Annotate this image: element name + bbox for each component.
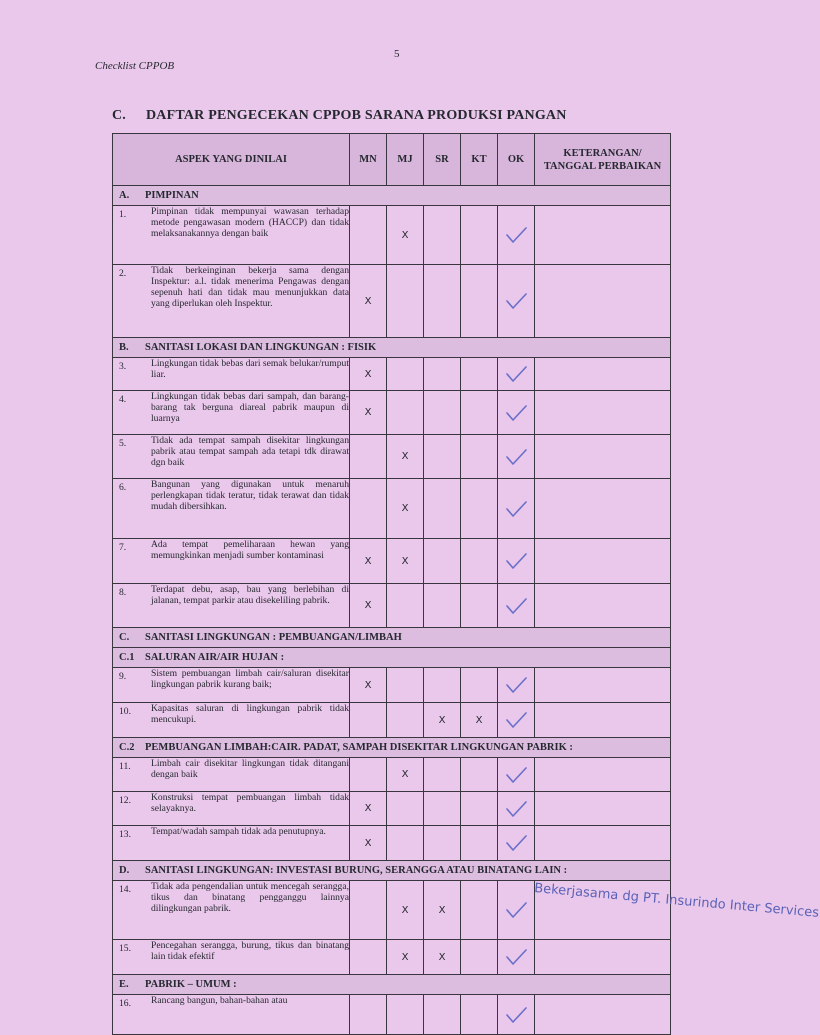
section-heading-text: PABRIK – UMUM : bbox=[145, 979, 237, 990]
mark-ok bbox=[498, 881, 535, 940]
item-description bbox=[113, 539, 350, 584]
item-description bbox=[113, 668, 350, 703]
item-description bbox=[113, 995, 350, 1035]
mark-kt bbox=[461, 479, 498, 539]
checkmark-icon bbox=[504, 225, 528, 245]
keterangan-cell bbox=[535, 758, 671, 792]
header-aspek: ASPEK YANG DINILAI bbox=[113, 134, 350, 186]
mark-mj bbox=[387, 826, 424, 861]
mark-ok bbox=[498, 435, 535, 479]
checkmark-icon bbox=[504, 765, 528, 785]
mark-mn bbox=[350, 435, 387, 479]
table-row bbox=[113, 995, 671, 1035]
mark-sr bbox=[424, 391, 461, 435]
mark-ok bbox=[498, 539, 535, 584]
keterangan-cell bbox=[535, 584, 671, 628]
section-heading bbox=[113, 338, 671, 358]
mark-kt bbox=[461, 265, 498, 338]
mark-kt bbox=[461, 881, 498, 940]
item-number: 2. bbox=[119, 268, 127, 279]
header-kt: KT bbox=[461, 134, 498, 186]
handwritten-text: Bekerjasama dg PT. Insurindo Inter Services bbox=[533, 881, 820, 921]
keterangan-cell bbox=[535, 940, 671, 975]
item-number: 11. bbox=[119, 761, 131, 772]
section-code: C. bbox=[119, 632, 130, 643]
section-code: A. bbox=[119, 190, 130, 201]
section-heading-text: SANITASI LINGKUNGAN : PEMBUANGAN/LIMBAH bbox=[145, 632, 402, 643]
item-description bbox=[113, 265, 350, 338]
table-row bbox=[113, 668, 671, 703]
item-text: Limbah cair disekitar lingkungan tidak ditangani dengan baik bbox=[151, 758, 349, 780]
table-row bbox=[113, 703, 671, 738]
mark-ok bbox=[498, 358, 535, 391]
mark-mn: X bbox=[350, 584, 387, 628]
section-row bbox=[113, 975, 671, 995]
item-description bbox=[113, 940, 350, 975]
mark-mj: X bbox=[387, 206, 424, 265]
mark-ok bbox=[498, 668, 535, 703]
keterangan-cell bbox=[535, 703, 671, 738]
section-code: B. bbox=[119, 342, 129, 353]
table-row bbox=[113, 265, 671, 338]
mark-kt bbox=[461, 792, 498, 826]
item-description bbox=[113, 584, 350, 628]
section-code: D. bbox=[119, 865, 130, 876]
table-row bbox=[113, 584, 671, 628]
mark-sr bbox=[424, 265, 461, 338]
header-ok: OK bbox=[498, 134, 535, 186]
item-text: Bangunan yang digunakan untuk menaruh perlengkapan tidak teratur, tidak terawat dan tidak mudah dibersihkan. bbox=[151, 479, 349, 512]
table-row bbox=[113, 479, 671, 539]
checkmark-icon bbox=[504, 947, 528, 967]
checkmark-icon bbox=[504, 291, 528, 311]
item-description bbox=[113, 792, 350, 826]
mark-mj bbox=[387, 358, 424, 391]
mark-kt bbox=[461, 995, 498, 1035]
mark-mn: X bbox=[350, 826, 387, 861]
mark-sr bbox=[424, 358, 461, 391]
mark-sr bbox=[424, 758, 461, 792]
mark-sr bbox=[424, 668, 461, 703]
mark-mj: X bbox=[387, 758, 424, 792]
table-row bbox=[113, 435, 671, 479]
mark-mn bbox=[350, 206, 387, 265]
mark-mj: X bbox=[387, 881, 424, 940]
item-number: 10. bbox=[119, 706, 131, 717]
checkmark-icon bbox=[504, 551, 528, 571]
mark-ok bbox=[498, 758, 535, 792]
keterangan-cell bbox=[535, 826, 671, 861]
item-number: 12. bbox=[119, 795, 131, 806]
mark-sr bbox=[424, 995, 461, 1035]
mark-sr bbox=[424, 584, 461, 628]
item-number: 5. bbox=[119, 438, 127, 449]
checkmark-icon bbox=[504, 1005, 528, 1025]
keterangan-cell bbox=[535, 435, 671, 479]
section-row bbox=[113, 628, 671, 648]
section-code: C.2 bbox=[119, 742, 135, 753]
table-row bbox=[113, 792, 671, 826]
table-row bbox=[113, 539, 671, 584]
keterangan-cell bbox=[535, 358, 671, 391]
item-text: Rancang bangun, bahan-bahan atau bbox=[151, 995, 288, 1006]
mark-kt bbox=[461, 826, 498, 861]
checkmark-icon bbox=[504, 675, 528, 695]
mark-kt bbox=[461, 584, 498, 628]
keterangan-cell bbox=[535, 995, 671, 1035]
checkmark-icon bbox=[504, 900, 528, 920]
mark-mn: X bbox=[350, 539, 387, 584]
mark-sr bbox=[424, 435, 461, 479]
item-text: Tidak berkeinginan bekerja sama dengan Inspektur: a.l. tidak menerima Pengawas dengan sepenuh hati dan tidak mau menunjukkan data yang diperlukan oleh Inspektur. bbox=[151, 265, 349, 309]
table-row bbox=[113, 358, 671, 391]
mark-mn bbox=[350, 940, 387, 975]
item-text: Tempat/wadah sampah tidak ada penutupnya. bbox=[151, 826, 326, 837]
mark-ok bbox=[498, 479, 535, 539]
item-number: 1. bbox=[119, 209, 127, 220]
item-number: 14. bbox=[119, 884, 131, 895]
table-header-row bbox=[113, 134, 671, 186]
table-row bbox=[113, 391, 671, 435]
mark-ok bbox=[498, 391, 535, 435]
table-row bbox=[113, 881, 671, 940]
mark-sr bbox=[424, 826, 461, 861]
item-text: Pimpinan tidak mempunyai wawasan terhadap metode pengawasan modern (HACCP) dan tidak melaksanakannya dengan baik bbox=[151, 206, 349, 239]
checkmark-icon bbox=[504, 596, 528, 616]
header-mj: MJ bbox=[387, 134, 424, 186]
section-heading-text: PEMBUANGAN LIMBAH:CAIR. PADAT, SAMPAH DISEKITAR LINGKUNGAN PABRIK : bbox=[145, 742, 573, 753]
item-description bbox=[113, 206, 350, 265]
mark-kt bbox=[461, 758, 498, 792]
mark-ok bbox=[498, 584, 535, 628]
section-title bbox=[112, 108, 567, 124]
keterangan-cell bbox=[535, 391, 671, 435]
mark-mj bbox=[387, 668, 424, 703]
mark-mj: X bbox=[387, 539, 424, 584]
mark-mn: X bbox=[350, 265, 387, 338]
checkmark-icon bbox=[504, 710, 528, 730]
mark-mj: X bbox=[387, 940, 424, 975]
keterangan-cell bbox=[535, 668, 671, 703]
item-description bbox=[113, 358, 350, 391]
item-number: 3. bbox=[119, 361, 127, 372]
mark-mj bbox=[387, 584, 424, 628]
section-code: E. bbox=[119, 979, 129, 990]
mark-ok bbox=[498, 265, 535, 338]
mark-mn: X bbox=[350, 391, 387, 435]
running-head: Checklist CPPOB bbox=[95, 60, 175, 72]
mark-mn: X bbox=[350, 668, 387, 703]
item-description bbox=[113, 435, 350, 479]
mark-kt bbox=[461, 206, 498, 265]
checkmark-icon bbox=[504, 833, 528, 853]
item-number: 15. bbox=[119, 943, 131, 954]
keterangan-cell bbox=[535, 206, 671, 265]
mark-ok bbox=[498, 826, 535, 861]
item-number: 9. bbox=[119, 671, 127, 682]
item-text: Konstruksi tempat pembuangan limbah tidak selayaknya. bbox=[151, 792, 349, 814]
item-number: 6. bbox=[119, 482, 127, 493]
table-row bbox=[113, 758, 671, 792]
mark-mn bbox=[350, 881, 387, 940]
checkmark-icon bbox=[504, 403, 528, 423]
page-number: 5 bbox=[394, 48, 400, 60]
mark-mj: X bbox=[387, 479, 424, 539]
item-number: 13. bbox=[119, 829, 131, 840]
keterangan-cell bbox=[535, 539, 671, 584]
header-keterangan: KETERANGAN/ TANGGAL PERBAIKAN bbox=[535, 134, 671, 186]
checklist-table bbox=[112, 133, 820, 1035]
section-row bbox=[113, 648, 671, 668]
item-text: Lingkungan tidak bebas dari sampah, dan barang-barang tak berguna diareal pabrik maupun di luarnya bbox=[151, 391, 349, 424]
section-heading-text: SANITASI LINGKUNGAN: INVESTASI BURUNG, SERANGGA ATAU BINATANG LAIN : bbox=[145, 865, 568, 876]
mark-ok bbox=[498, 940, 535, 975]
item-description bbox=[113, 703, 350, 738]
checkmark-icon bbox=[504, 499, 528, 519]
mark-kt bbox=[461, 391, 498, 435]
mark-mj bbox=[387, 265, 424, 338]
section-heading bbox=[113, 861, 671, 881]
mark-mn: X bbox=[350, 358, 387, 391]
mark-kt bbox=[461, 940, 498, 975]
header-sr: SR bbox=[424, 134, 461, 186]
mark-kt bbox=[461, 435, 498, 479]
section-row bbox=[113, 186, 671, 206]
item-text: Tidak ada tempat sampah disekitar lingkungan pabrik atau tempat sampah ada tetapi tdk dirawat dgn baik bbox=[151, 435, 349, 468]
keterangan-cell bbox=[535, 792, 671, 826]
item-text: Tidak ada pengendalian untuk mencegah serangga, tikus dan binatang pengganggu lainnya dilingkungan pabrik. bbox=[151, 881, 349, 914]
checkmark-icon bbox=[504, 364, 528, 384]
section-code: C.1 bbox=[119, 652, 135, 663]
item-description bbox=[113, 391, 350, 435]
section-heading-text: SALURAN AIR/AIR HUJAN : bbox=[145, 652, 285, 663]
section-heading bbox=[113, 648, 671, 668]
mark-mj bbox=[387, 703, 424, 738]
mark-sr bbox=[424, 539, 461, 584]
item-number: 16. bbox=[119, 998, 131, 1009]
item-description bbox=[113, 826, 350, 861]
mark-kt bbox=[461, 358, 498, 391]
mark-kt bbox=[461, 539, 498, 584]
item-number: 7. bbox=[119, 542, 127, 553]
mark-ok bbox=[498, 206, 535, 265]
mark-sr: X bbox=[424, 703, 461, 738]
section-title-text: DAFTAR PENGECEKAN CPPOB SARANA PRODUKSI PANGAN bbox=[146, 108, 567, 123]
section-heading bbox=[113, 738, 671, 758]
section-heading-text: SANITASI LOKASI DAN LINGKUNGAN : FISIK bbox=[145, 342, 377, 353]
mark-mj: X bbox=[387, 435, 424, 479]
section-row bbox=[113, 738, 671, 758]
mark-mn: X bbox=[350, 792, 387, 826]
item-number: 8. bbox=[119, 587, 127, 598]
item-text: Terdapat debu, asap, bau yang berlebihan di jalanan, tempat parkir atau disekeliling pabrik. bbox=[151, 584, 349, 606]
item-description bbox=[113, 479, 350, 539]
mark-mn bbox=[350, 703, 387, 738]
item-text: Ada tempat pemeliharaan hewan yang memungkinkan menjadi sumber kontaminasi bbox=[151, 539, 349, 561]
checkmark-icon bbox=[504, 799, 528, 819]
item-text: Kapasitas saluran di lingkungan pabrik tidak mencukupi. bbox=[151, 703, 349, 725]
table-row bbox=[113, 206, 671, 265]
mark-sr: X bbox=[424, 940, 461, 975]
mark-mn bbox=[350, 995, 387, 1035]
mark-ok bbox=[498, 792, 535, 826]
mark-sr bbox=[424, 206, 461, 265]
section-heading bbox=[113, 628, 671, 648]
section-heading-text: PIMPINAN bbox=[145, 190, 199, 201]
mark-mn bbox=[350, 479, 387, 539]
keterangan-cell bbox=[535, 479, 671, 539]
item-description bbox=[113, 758, 350, 792]
mark-mj bbox=[387, 995, 424, 1035]
table-row bbox=[113, 826, 671, 861]
keterangan-cell bbox=[535, 265, 671, 338]
mark-kt bbox=[461, 668, 498, 703]
item-text: Lingkungan tidak bebas dari semak belukar/rumput liar. bbox=[151, 358, 349, 380]
item-text: Sistem pembuangan limbah cair/saluran disekitar lingkungan pabrik kurang baik; bbox=[151, 668, 349, 690]
section-heading bbox=[113, 186, 671, 206]
checkmark-icon bbox=[504, 447, 528, 467]
mark-mj bbox=[387, 391, 424, 435]
section-heading bbox=[113, 975, 671, 995]
keterangan-cell bbox=[533, 881, 820, 940]
mark-mj bbox=[387, 792, 424, 826]
mark-sr bbox=[424, 792, 461, 826]
mark-ok bbox=[498, 995, 535, 1035]
mark-sr: X bbox=[424, 881, 461, 940]
table-row bbox=[113, 940, 671, 975]
mark-sr bbox=[424, 479, 461, 539]
section-letter: C. bbox=[112, 108, 127, 123]
mark-mn bbox=[350, 758, 387, 792]
header-mn: MN bbox=[350, 134, 387, 186]
section-row bbox=[113, 861, 671, 881]
section-row bbox=[113, 338, 671, 358]
item-number: 4. bbox=[119, 394, 127, 405]
mark-ok bbox=[498, 703, 535, 738]
mark-kt: X bbox=[461, 703, 498, 738]
item-description bbox=[113, 881, 350, 940]
item-text: Pencegahan serangga, burung, tikus dan binatang lain tidak efektif bbox=[151, 940, 349, 962]
